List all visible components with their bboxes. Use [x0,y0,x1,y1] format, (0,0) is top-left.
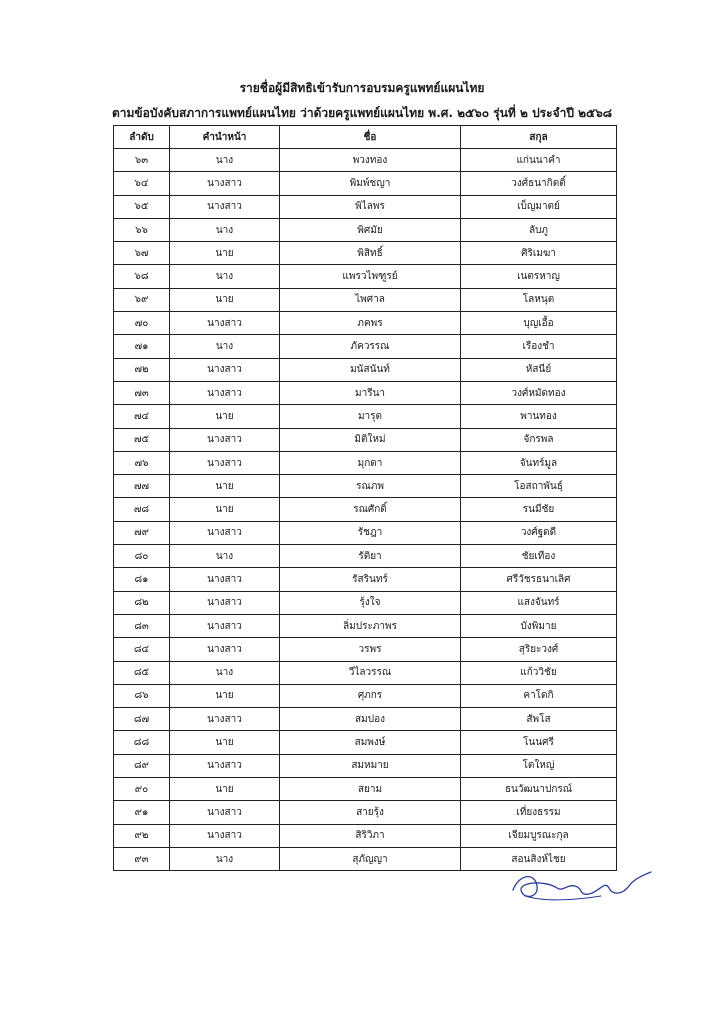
table-row [114,358,617,381]
header-last-name: สกุล [461,126,617,149]
cell-order: ๗๖ [114,451,170,474]
cell-first-name: มารุต [280,405,461,428]
table-row [114,195,617,218]
table-row [114,661,617,684]
table-row [114,451,617,474]
cell-order: ๘๔ [114,638,170,661]
table-row [114,172,617,195]
cell-prefix: นาย [170,498,280,521]
cell-last-name: คาโดกิ [461,684,617,707]
cell-prefix: นางสาว [170,451,280,474]
cell-order: ๖๗ [114,242,170,265]
cell-first-name: พิสิทธิ์ [280,242,461,265]
cell-first-name: แพรวไพฑูรย์ [280,265,461,288]
cell-last-name: โนนศรี [461,731,617,754]
cell-last-name: แก่นนาคำ [461,149,617,172]
cell-first-name: ลิ่มประภาพร [280,614,461,637]
cell-last-name: เที่ยงธรรม [461,801,617,824]
cell-first-name: พิศมัย [280,218,461,241]
cell-last-name: โอสถาพันธุ์ [461,475,617,498]
header-first-name: ชื่อ [280,126,461,149]
cell-last-name: โตใหญ่ [461,754,617,777]
cell-first-name: มิติใหม่ [280,428,461,451]
cell-order: ๗๘ [114,498,170,521]
cell-prefix: นางสาว [170,312,280,335]
cell-last-name: เรืองชำ [461,335,617,358]
cell-first-name: วีไลวรรณ [280,661,461,684]
table-row [114,405,617,428]
table-row [114,545,617,568]
table-row [114,568,617,591]
cell-order: ๘๘ [114,731,170,754]
cell-prefix: นาย [170,778,280,801]
table-row [114,288,617,311]
cell-prefix: นาง [170,335,280,358]
cell-first-name: สายรุ้ง [280,801,461,824]
cell-last-name: เนตรหาญ [461,265,617,288]
cell-prefix: นางสาว [170,568,280,591]
cell-order: ๘๐ [114,545,170,568]
cell-first-name: ภัควรรณ [280,335,461,358]
cell-order: ๖๕ [114,195,170,218]
cell-first-name: สุภัญญา [280,847,461,870]
cell-order: ๙๐ [114,778,170,801]
cell-prefix: นางสาว [170,614,280,637]
cell-order: ๙๑ [114,801,170,824]
cell-first-name: รัชฎา [280,521,461,544]
table-row [114,754,617,777]
table-row [114,824,617,847]
cell-prefix: นางสาว [170,638,280,661]
cell-last-name: จันทร์มูล [461,451,617,474]
cell-last-name: พานทอง [461,405,617,428]
cell-first-name: มารีนา [280,381,461,404]
cell-order: ๘๓ [114,614,170,637]
table-row [114,149,617,172]
cell-order: ๖๔ [114,172,170,195]
table-row [114,498,617,521]
cell-order: ๘๗ [114,708,170,731]
cell-last-name: สัพโส [461,708,617,731]
cell-last-name: วงศ์หมัดทอง [461,381,617,404]
table-row [114,731,617,754]
cell-order: ๗๑ [114,335,170,358]
signature [505,866,665,906]
table-row [114,847,617,870]
cell-last-name: จักรพล [461,428,617,451]
cell-first-name: วรพร [280,638,461,661]
cell-last-name: วงศ์ธนากิตติ์ [461,172,617,195]
cell-first-name: พวงทอง [280,149,461,172]
cell-last-name: บังพิมาย [461,614,617,637]
roster-body [114,149,617,871]
cell-last-name: หัสนีย์ [461,358,617,381]
cell-last-name: แก้ววิชัย [461,661,617,684]
table-row [114,265,617,288]
cell-prefix: นางสาว [170,358,280,381]
table-row [114,242,617,265]
header-prefix: คำนำหน้า [170,126,280,149]
cell-order: ๖๖ [114,218,170,241]
cell-first-name: ไพศาล [280,288,461,311]
cell-order: ๗๐ [114,312,170,335]
cell-prefix: นางสาว [170,521,280,544]
cell-prefix: นางสาว [170,381,280,404]
cell-prefix: นาง [170,661,280,684]
cell-last-name: เจียมบูรณะกุล [461,824,617,847]
cell-first-name: มุกดา [280,451,461,474]
table-row [114,708,617,731]
cell-order: ๘๖ [114,684,170,707]
cell-prefix: นางสาว [170,591,280,614]
cell-first-name: รุ้งใจ [280,591,461,614]
cell-prefix: นาง [170,149,280,172]
cell-prefix: นาย [170,731,280,754]
cell-first-name: พิมพ์ชญา [280,172,461,195]
cell-first-name: สมหมาย [280,754,461,777]
cell-last-name: ศิริเมฆา [461,242,617,265]
cell-prefix: นาง [170,847,280,870]
cell-prefix: นาย [170,242,280,265]
cell-last-name: ศรีวัชรธนาเลิศ [461,568,617,591]
cell-order: ๗๒ [114,358,170,381]
cell-order: ๘๕ [114,661,170,684]
cell-last-name: สุริยะวงศ์ [461,638,617,661]
cell-last-name: โลหนุต [461,288,617,311]
cell-last-name: แสงจันทร์ [461,591,617,614]
cell-order: ๘๑ [114,568,170,591]
cell-first-name: ภคพร [280,312,461,335]
document-subtitle: ตามข้อบังคับสภาการแพทย์แผนไทย ว่าด้วยครูแพทย์แผนไทย พ.ศ. ๒๕๖๐ รุ่นที่ ๒ ประจำปี ๒๕๖๘ [111,106,613,120]
cell-order: ๘๙ [114,754,170,777]
cell-order: ๗๓ [114,381,170,404]
cell-first-name: มนัสนันท์ [280,358,461,381]
cell-first-name: รัสรินทร์ [280,568,461,591]
cell-first-name: สมพงษ์ [280,731,461,754]
table-header-row [114,126,617,149]
table-row [114,312,617,335]
table-row [114,778,617,801]
table-row [114,614,617,637]
table-row [114,591,617,614]
table-row [114,801,617,824]
header-order: ลำดับ [114,126,170,149]
cell-first-name: รัติยา [280,545,461,568]
cell-last-name: ชัยเทือง [461,545,617,568]
cell-order: ๖๓ [114,149,170,172]
cell-prefix: นาย [170,288,280,311]
cell-prefix: นาย [170,684,280,707]
cell-last-name: ธนวัฒนาปกรณ์ [461,778,617,801]
cell-first-name: ศุภกร [280,684,461,707]
cell-prefix: นาง [170,218,280,241]
table-row [114,335,617,358]
cell-prefix: นางสาว [170,754,280,777]
cell-first-name: สิริวิภา [280,824,461,847]
cell-order: ๗๕ [114,428,170,451]
table-row [114,521,617,544]
cell-order: ๘๒ [114,591,170,614]
cell-prefix: นางสาว [170,195,280,218]
cell-last-name: รนมีชัย [461,498,617,521]
cell-prefix: นางสาว [170,428,280,451]
cell-last-name: สอนสิงห์ไชย [461,847,617,870]
cell-order: ๙๒ [114,824,170,847]
cell-last-name: ลับภู [461,218,617,241]
cell-order: ๖๘ [114,265,170,288]
table-row [114,638,617,661]
cell-order: ๗๙ [114,521,170,544]
table-row [114,218,617,241]
table-row [114,381,617,404]
cell-last-name: เบ็ญมาตย์ [461,195,617,218]
cell-prefix: นางสาว [170,801,280,824]
cell-last-name: บุญเอื้อ [461,312,617,335]
cell-prefix: นาง [170,265,280,288]
cell-prefix: นางสาว [170,172,280,195]
table-row [114,684,617,707]
document-title: รายชื่อผู้มีสิทธิเข้ารับการอบรมครูแพทย์แผนไทย [239,81,485,95]
cell-prefix: นาง [170,545,280,568]
roster-table [113,125,617,871]
cell-first-name: สมปอง [280,708,461,731]
table-row [114,428,617,451]
cell-last-name: วงศ์ฐดดี [461,521,617,544]
cell-order: ๙๓ [114,847,170,870]
cell-prefix: นางสาว [170,708,280,731]
cell-order: ๖๙ [114,288,170,311]
cell-prefix: นาย [170,475,280,498]
cell-first-name: พิไลพร [280,195,461,218]
table-row [114,475,617,498]
cell-prefix: นางสาว [170,824,280,847]
cell-first-name: รณภพ [280,475,461,498]
cell-prefix: นาย [170,405,280,428]
cell-order: ๗๔ [114,405,170,428]
cell-first-name: สยาม [280,778,461,801]
cell-first-name: รณศักดิ์ [280,498,461,521]
cell-order: ๗๗ [114,475,170,498]
